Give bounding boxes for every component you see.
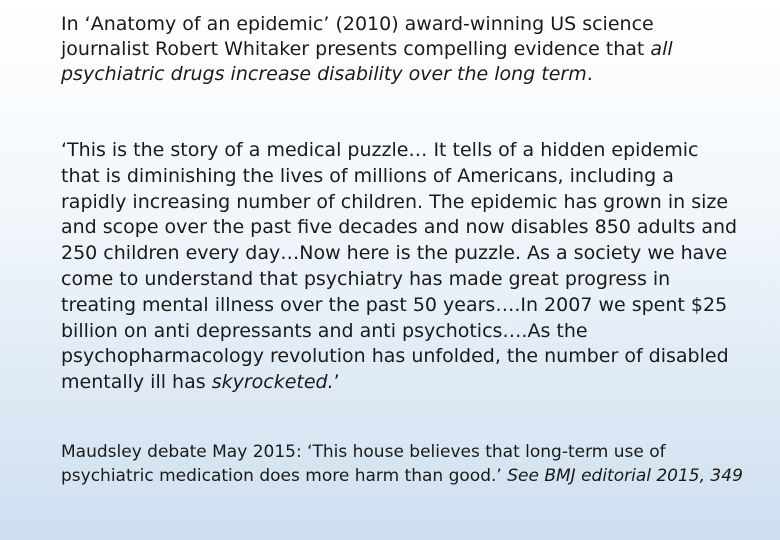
intro-end: .: [586, 63, 593, 85]
intro-lead: In ‘Anatomy of an epidemic’ (2010) award-winning US science journalist Robert Whitaker presents compelling evidence that: [61, 13, 654, 60]
quote-body: ‘This is the story of a medical puzzle… It tells of a hidden epidemic that is diminishing the lives of millions of Americans, including a rapidly increasing number of children. The epidemic has grown in size and scope over the past five decades and now disables 850 adults and 250 children every day…Now here is the puzzle. As a society we have come to understand that psychiatry has made great progress in treating mental illness over the past 50 years….In 2007 we spent $25 billion on anti depressants and anti psychotics….As the psychopharmacology revolution has unfolded, the number of disabled mentally ill has: [61, 139, 738, 394]
quote-end: ’: [333, 371, 340, 394]
slide-content: [61, 12, 743, 486]
quote-paragraph: [61, 138, 741, 396]
debate-paragraph: [61, 440, 761, 488]
intro-emphasis: all psychiatric drugs increase disability over the long term: [61, 38, 673, 85]
quote-emphasis: skyrocketed.: [211, 371, 334, 394]
debate-text: Maudsley debate May 2015: ‘This house believes that long-term use of psychiatric medication does more harm than good.’: [61, 442, 666, 486]
debate-citation: See BMJ editorial 2015, 349: [507, 466, 743, 486]
intro-paragraph: [61, 12, 741, 87]
